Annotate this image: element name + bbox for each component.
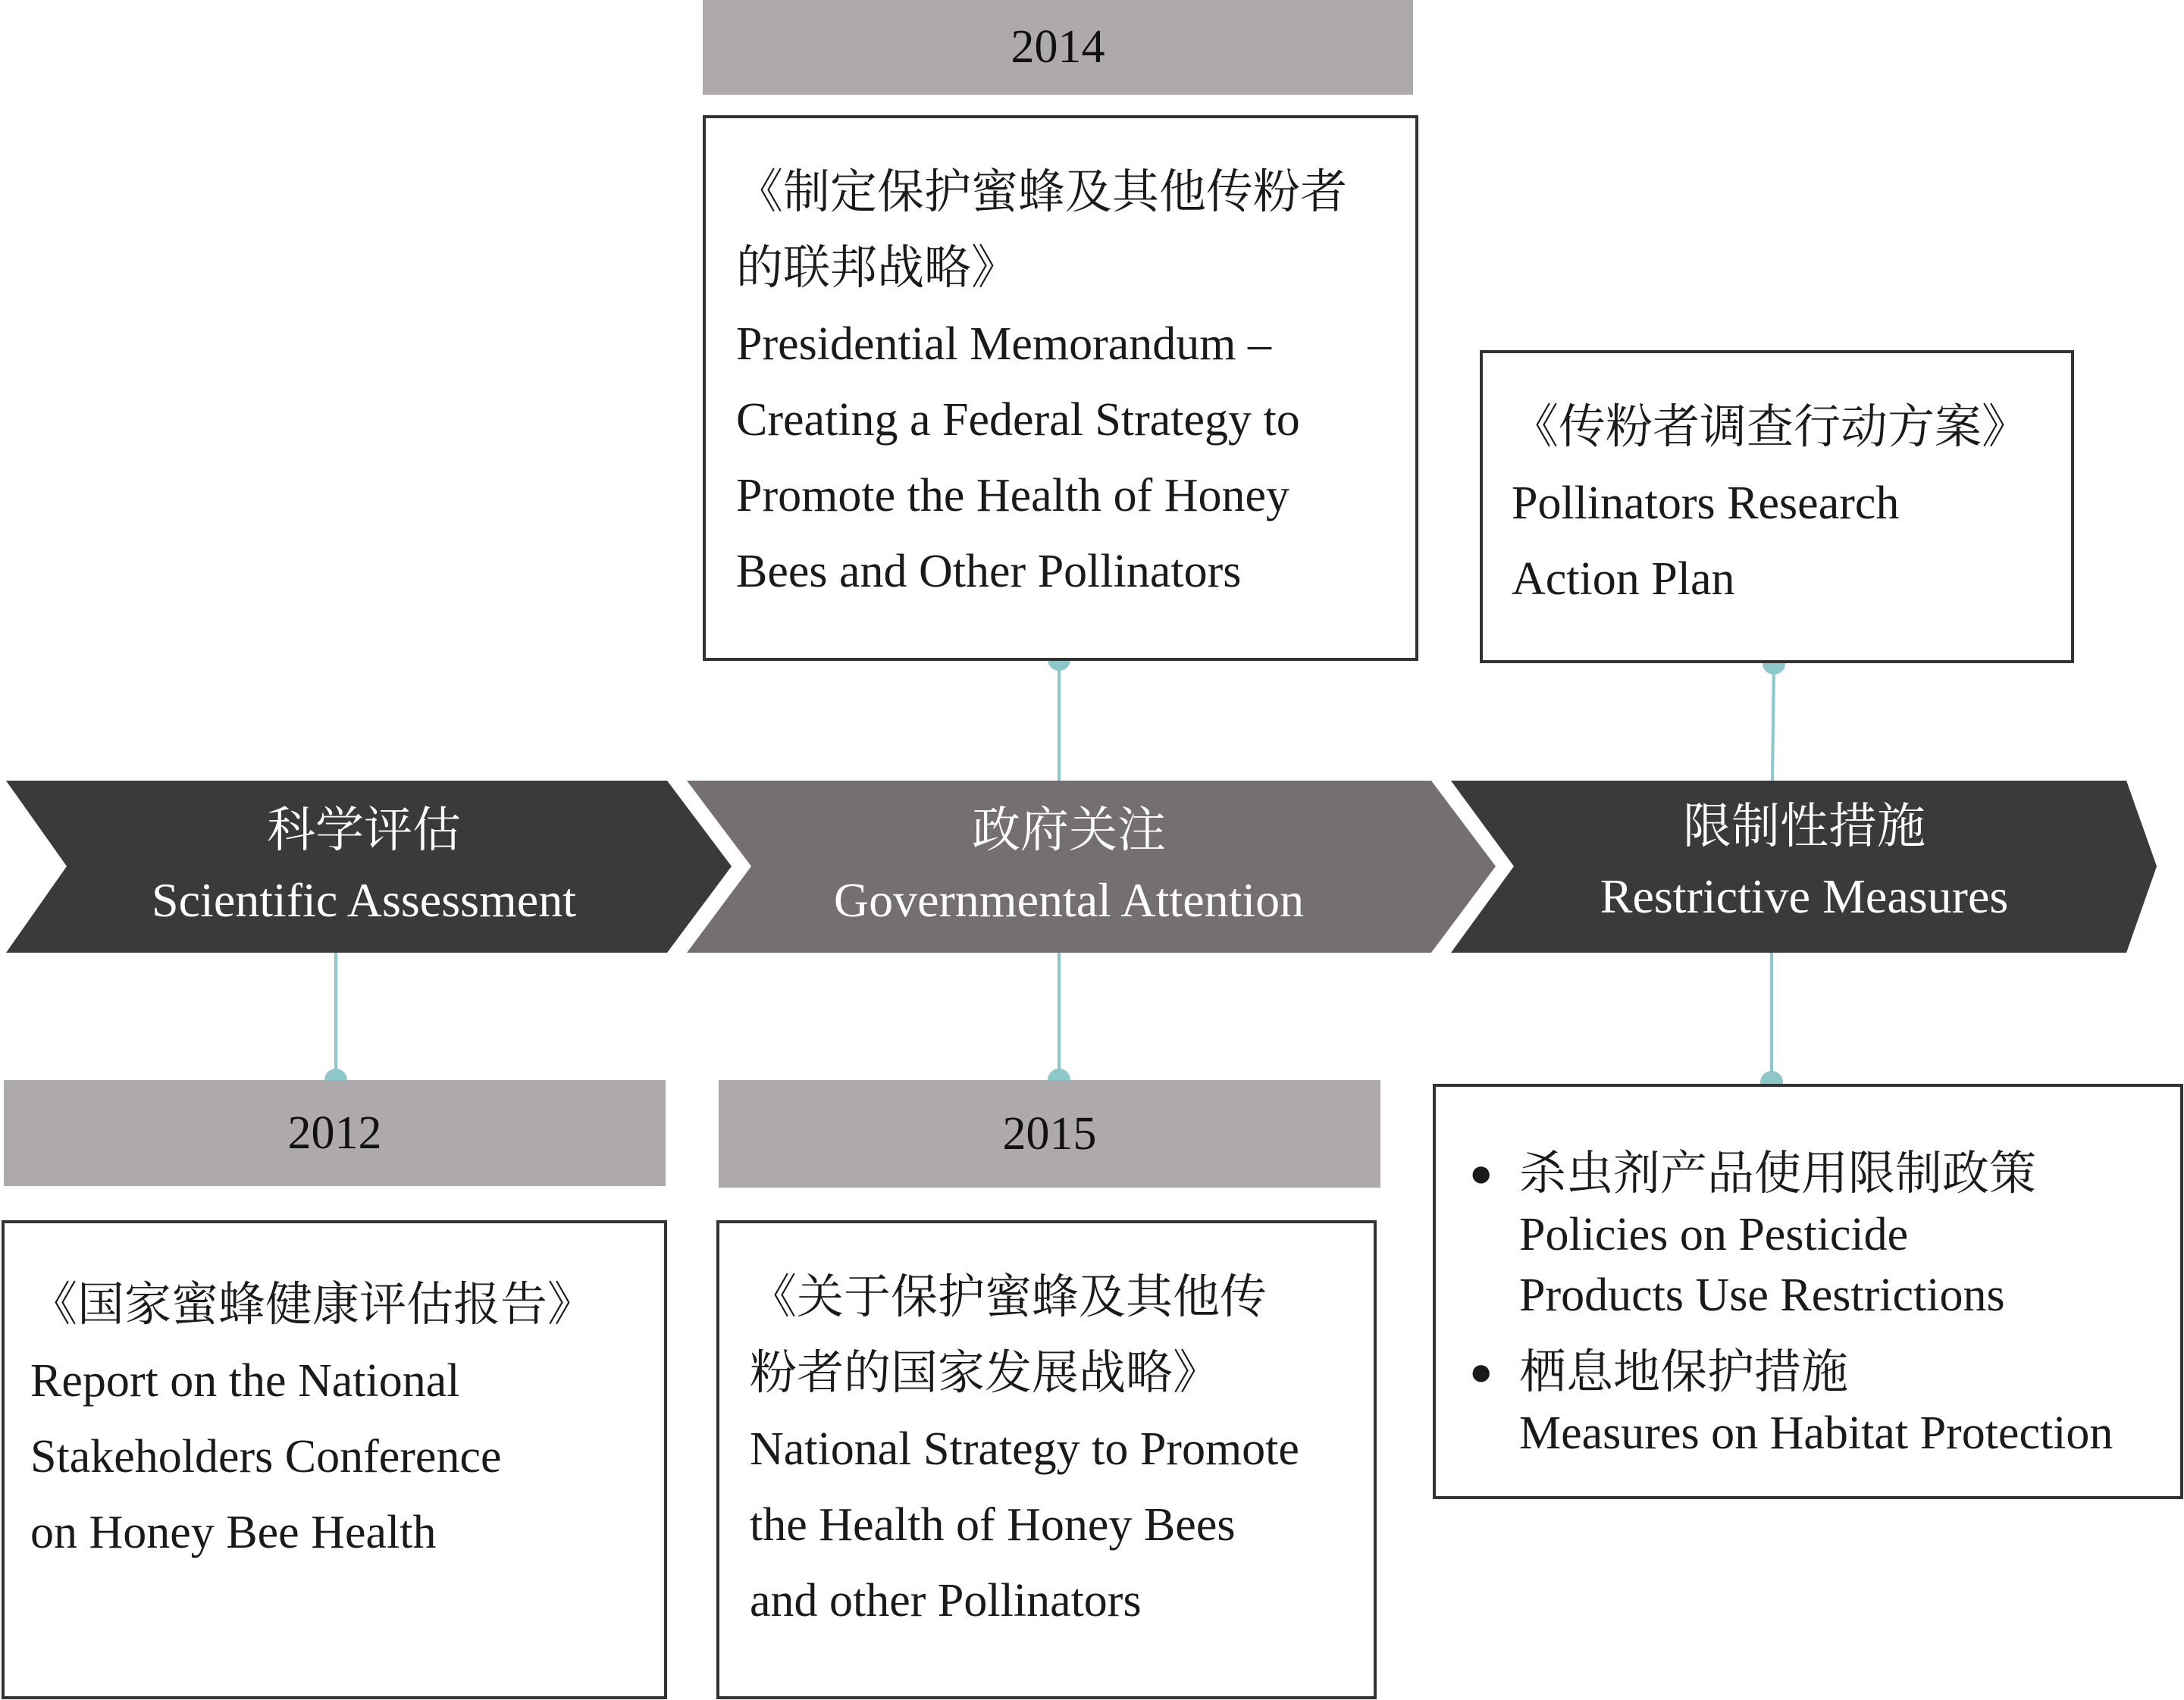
stage-label-restrictive [1531, 792, 2077, 931]
event-line: Presidential Memorandum – [736, 318, 1271, 370]
measure-cn: 栖息地保护措施 [1519, 1347, 1849, 1398]
event-box-2014 [703, 115, 1418, 661]
event-line: National Strategy to Promote [750, 1423, 1299, 1475]
year-label: 2012 [287, 1107, 382, 1159]
event-line: 《制定保护蜜蜂及其他传粉者 [736, 167, 1348, 218]
stage-cn: 科学评估 [267, 803, 461, 857]
stage-label-scientific [91, 796, 637, 935]
year-bar-2014 [703, 0, 1413, 95]
event-line: and other Pollinators [750, 1575, 1142, 1626]
stage-label-governmental [781, 796, 1357, 935]
event-line: Pollinators Research [1512, 477, 1900, 529]
measure-cn: 杀虫剂产品使用限制政策 [1519, 1148, 2037, 1200]
event-line: Creating a Federal Strategy to [736, 394, 1300, 446]
measure-item [1436, 1342, 2180, 1464]
year-bar-2015 [719, 1080, 1380, 1188]
event-line: 粉者的国家发展战略》 [750, 1348, 1220, 1399]
event-line: Report on the National [30, 1355, 460, 1407]
event-box-2015 [716, 1220, 1377, 1699]
stage-en: Governmental Attention [833, 873, 1305, 927]
measure-en: Measures on Habitat Protection [1519, 1407, 2113, 1459]
measure-item [1436, 1144, 2180, 1326]
event-line: Bees and Other Pollinators [736, 546, 1242, 597]
event-line: Stakeholders Conference [30, 1431, 502, 1482]
year-label: 2015 [1002, 1107, 1097, 1160]
event-box-research-plan [1480, 350, 2074, 663]
stage-cn: 限制性措施 [1683, 800, 1925, 853]
measure-en: Policies on Pesticide [1519, 1209, 1909, 1260]
event-line: 《国家蜜蜂健康评估报告》 [30, 1279, 595, 1331]
year-label: 2014 [1011, 21, 1105, 73]
event-line: Promote the Health of Honey [736, 470, 1290, 521]
stage-en: Restrictive Measures [1600, 869, 2009, 923]
connector-plan [1772, 663, 1774, 781]
event-line: 《传粉者调查行动方案》 [1512, 402, 2029, 453]
event-line: the Health of Honey Bees [750, 1499, 1236, 1551]
event-line: on Honey Bee Health [30, 1507, 437, 1558]
bullet-icon: ● [1469, 1152, 1493, 1195]
year-bar-2012 [4, 1080, 666, 1186]
event-box-2012 [2, 1220, 667, 1699]
event-line: 《关于保护蜜蜂及其他传 [750, 1272, 1267, 1323]
event-line: 的联邦战略》 [736, 243, 1019, 294]
event-line: Action Plan [1512, 553, 1735, 605]
measure-en: Products Use Restrictions [1519, 1270, 2005, 1321]
bullet-icon: ● [1469, 1351, 1493, 1394]
measures-box [1433, 1084, 2183, 1499]
stage-cn: 政府关注 [972, 803, 1166, 857]
stage-en: Scientific Assessment [152, 873, 576, 927]
